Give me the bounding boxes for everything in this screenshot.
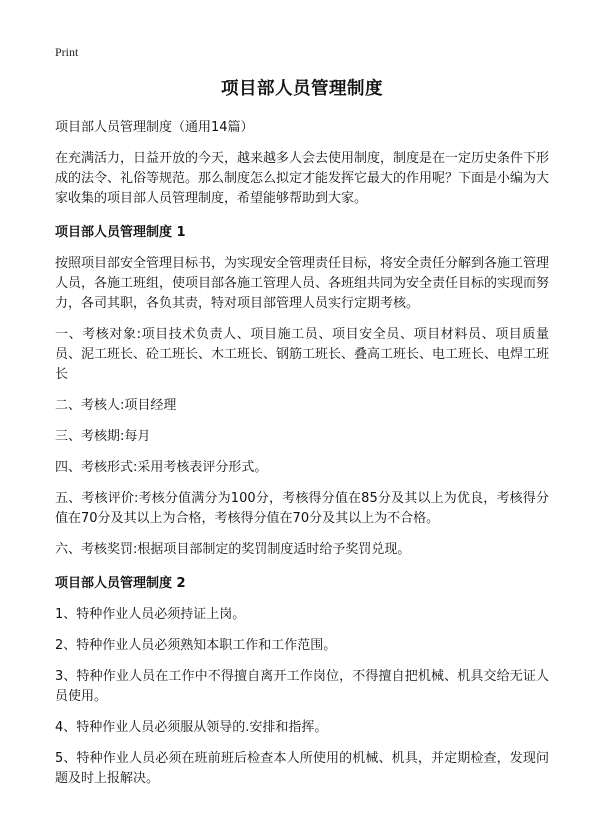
- section-2-paragraph: 4、特种作业人员必须服从领导的.安排和指挥。: [55, 720, 328, 735]
- section-1-paragraph: 五、考核评价:考核分值满分为100分，考核得分值在85分及其以上为优良，考核得分值在70分及其以上为合格，考核得分值在70分及其以上为不合格。: [55, 491, 549, 526]
- document-body: [55, 76, 549, 800]
- section-1-paragraph: 一、考核对象:项目技术负责人、项目施工员、项目安全员、项目材料员、项目质量员、泥工班长、砼工班长、木工班长、钢筋工班长、叠高工班长、电工班长、电焊工班长: [55, 327, 550, 382]
- page-title: 项目部人员管理制度: [221, 79, 383, 99]
- section-2-paragraph: 2、特种作业人员必须熟知本职工作和工作范围。: [55, 638, 337, 653]
- section-1-paragraph: 按照项目部安全管理目标书，为实现安全管理责任目标，将安全责任分解到各施工管理人员，各施工班组，使项目部各施工管理人员、各班组共同为安全责任目标的实现而努力，各司其职，各负其责，特对项目部管理人员实行定期考核。: [55, 256, 550, 311]
- section-1-paragraph: 六、考核奖罚:根据项目部制定的奖罚制度适时给予奖罚兑现。: [55, 542, 411, 557]
- section-2-paragraph: 5、特种作业人员必须在班前班后检查本人所使用的机械、机具，并定期检查，发现问题及时上报解决。: [55, 751, 549, 786]
- section-heading-2: 项目部人员管理制度 2: [55, 576, 186, 591]
- section-1-paragraph: 二、考核人:项目经理: [55, 398, 177, 413]
- section-1-paragraph: 三、考核期:每月: [55, 429, 151, 444]
- document-subtitle: 项目部人员管理制度（通用14篇）: [55, 120, 254, 135]
- section-2-paragraph: 3、特种作业人员在工作中不得擅自离开工作岗位，不得擅自把机械、机具交给无证人员使用。: [55, 669, 549, 704]
- section-1-paragraph: 四、考核形式:采用考核表评分形式。: [55, 460, 268, 475]
- intro-paragraph: 在充满活力，日益开放的今天，越来越多人会去使用制度，制度是在一定历史条件下形成的法令、礼俗等规范。那么制度怎么拟定才能发挥它最大的作用呢？下面是小编为大家收集的项目部人员管理制度，希望能够帮助到大家。: [55, 151, 550, 206]
- section-heading-1: 项目部人员管理制度 1: [55, 225, 186, 240]
- print-link[interactable]: Print: [55, 45, 79, 59]
- section-2-paragraph: 1、特种作业人员必须持证上岗。: [55, 607, 246, 622]
